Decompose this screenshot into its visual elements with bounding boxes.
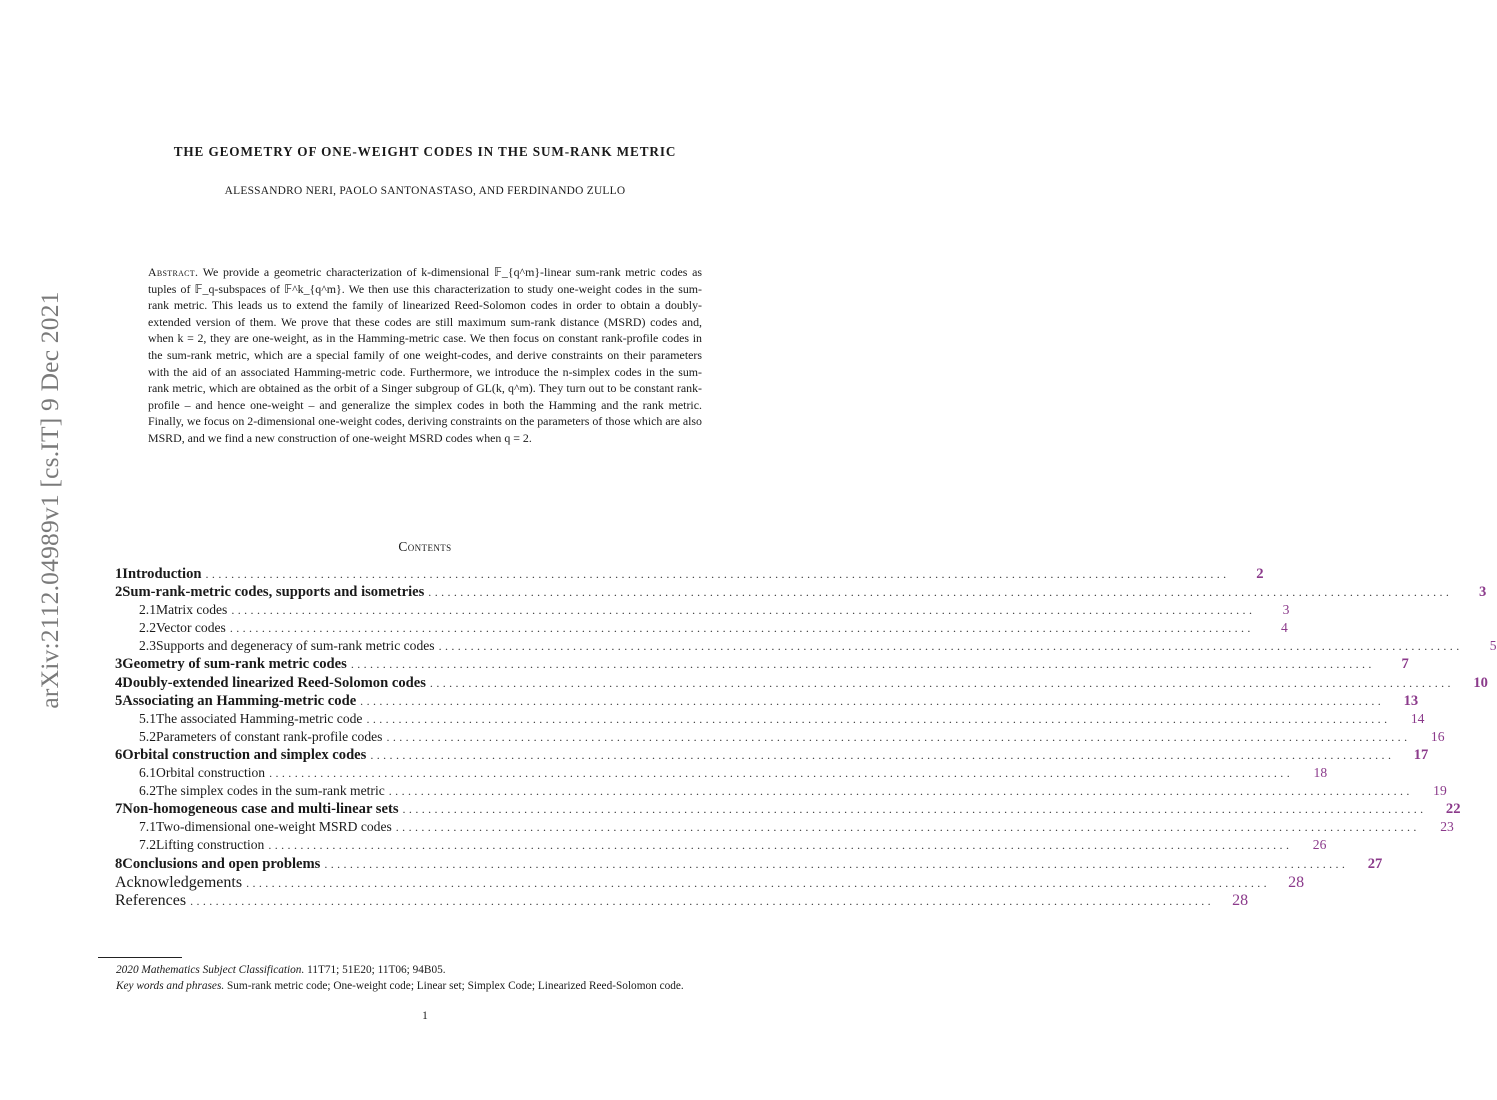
toc-entry-number: 2.1 <box>139 602 156 618</box>
paper-title: THE GEOMETRY OF ONE-WEIGHT CODES IN THE SUM-RANK METRIC <box>173 144 677 159</box>
toc-entry-page-link[interactable]: 7 <box>1401 656 1409 673</box>
toc-entry-page-link[interactable]: 27 <box>1367 855 1383 872</box>
toc-entry[interactable] <box>115 891 1249 910</box>
toc-entry-number: 1 <box>115 566 123 582</box>
toc-entry-number: 3 <box>115 656 123 673</box>
toc-entry-title[interactable]: Introduction <box>122 566 202 582</box>
toc-dot-leader: ................................................................................................................................................................ <box>402 802 1427 817</box>
toc-entry-title[interactable]: Supports and degeneracy of sum-rank metric codes <box>156 638 435 654</box>
msc-footnote <box>98 962 752 978</box>
footnote-rule <box>98 957 182 958</box>
toc-dot-leader: ................................................................................................................................................................ <box>205 567 1230 581</box>
toc-entry-page-link[interactable]: 2 <box>1256 566 1264 582</box>
toc-entry-title[interactable]: Associating an Hamming-metric code <box>122 692 357 709</box>
toc-entry-page-link[interactable]: 14 <box>1410 710 1425 726</box>
toc-entry[interactable] <box>115 837 1327 855</box>
toc-entry[interactable] <box>115 855 1383 874</box>
toc-entry[interactable] <box>115 566 1264 584</box>
toc-entry-title[interactable]: Conclusions and open problems <box>122 855 321 872</box>
toc-entry-page-link[interactable]: 17 <box>1413 746 1429 763</box>
toc-entry-title[interactable]: References <box>115 891 187 909</box>
toc-dot-leader: ................................................................................................................................................................ <box>246 875 1271 890</box>
toc-entry-title[interactable]: Matrix codes <box>156 602 228 618</box>
toc-dot-leader: ................................................................................................................................................................ <box>428 585 1453 600</box>
toc-entry-page-link[interactable]: 3 <box>1479 584 1487 601</box>
toc-entry-title[interactable]: Orbital construction and simplex codes <box>122 746 367 763</box>
footnotes <box>98 962 752 994</box>
toc-entry-title[interactable]: Doubly-extended linearized Reed-Solomon codes <box>122 674 426 691</box>
author-list: ALESSANDRO NERI, PAOLO SANTONASTASO, AND FERDINANDO ZULLO <box>224 185 626 197</box>
keywords-text: Sum-rank metric code; One-weight code; Linear set; Simplex Code; Linearized Reed-Solomon code. <box>227 980 684 992</box>
toc-dot-leader: ................................................................................................................................................................ <box>366 711 1391 726</box>
toc-entry-page-link[interactable]: 4 <box>1281 620 1288 636</box>
contents-heading: Contents <box>398 539 452 554</box>
toc-entry-title[interactable]: Lifting construction <box>156 837 265 853</box>
toc-entry-number: 2.3 <box>139 638 156 654</box>
toc-entry-number: 2.2 <box>139 620 156 636</box>
toc-entry-page-link[interactable]: 28 <box>1288 873 1305 891</box>
toc-entry-page-link[interactable]: 16 <box>1430 728 1445 744</box>
arxiv-identifier: arXiv:2112.04989v1 [cs.IT] 9 Dec 2021 <box>35 291 64 709</box>
toc-entry-title[interactable]: Sum-rank-metric codes, supports and isometries <box>122 584 425 601</box>
keywords-footnote <box>98 978 752 994</box>
toc-entry-title[interactable]: The associated Hamming-metric code <box>156 710 363 726</box>
toc-entry-title[interactable]: Vector codes <box>156 620 226 636</box>
toc-entry[interactable] <box>115 801 1461 819</box>
toc-dot-leader: ................................................................................................................................................................ <box>370 747 1395 762</box>
toc-entry-page-link[interactable]: 26 <box>1312 837 1327 853</box>
toc-entry-number: 6 <box>115 746 123 763</box>
abstract <box>148 264 702 447</box>
toc-dot-leader: ................................................................................................................................................................ <box>190 893 1215 908</box>
toc-entry-page-link[interactable]: 5 <box>1489 638 1497 654</box>
toc-entry-number: 5.1 <box>139 710 156 726</box>
toc-dot-leader: ................................................................................................................................................................ <box>229 621 1254 636</box>
toc-entry-title[interactable]: Geometry of sum-rank metric codes <box>122 656 347 673</box>
toc-entry-number: 7 <box>115 801 123 818</box>
toc-entry-title[interactable]: Orbital construction <box>156 765 266 781</box>
toc-entry[interactable] <box>115 638 1497 656</box>
toc-entry-number: 2 <box>115 584 123 601</box>
toc-entry[interactable] <box>115 873 1305 892</box>
abstract-text: We provide a geometric characterization of k-dimensional 𝔽_{q^m}-linear sum-rank metric codes as tuples of 𝔽_q-subspaces of 𝔽^k_{q^m}. We then use this characterization to study one-weight codes in the sum-rank metric. This leads us to extend the family of linearized Reed-Solomon codes in order to obtain a doubly-extended version of them. We prove that these codes are still maximum sum-rank distance (MSRD) codes and, when k = 2, they are one-weight, as in the Hamming-metric case. We then focus on constant rank-profile codes in the sum-rank metric, which are a special family of one weight-codes, and derive constraints on their parameters with the aid of an associated Hamming-metric code. Furthermore, we introduce the n-simplex codes in the sum-rank metric, which are obtained as the orbit of a Singer subgroup of GL(k, q^m). They turn out to be constant rank-profile – and hence one-weight – and generalize the simplex codes in both the Hamming and the rank metric. Finally, we focus on 2-dimensional one-weight codes, deriving constraints on the parameters of those which are also MSRD, and we find a new construction of one-weight MSRD codes when q = 2. <box>148 265 702 445</box>
toc-entry[interactable] <box>115 728 1445 747</box>
toc-entry-number: 8 <box>115 855 123 872</box>
toc-entry[interactable] <box>115 819 1454 837</box>
table-of-contents <box>115 566 1497 910</box>
toc-entry[interactable] <box>115 710 1425 729</box>
toc-entry-page-link[interactable]: 18 <box>1313 765 1328 781</box>
toc-entry-number: 7.2 <box>139 837 156 853</box>
toc-dot-leader: ................................................................................................................................................................ <box>324 856 1349 871</box>
toc-dot-leader: ................................................................................................................................................................ <box>438 639 1463 654</box>
toc-dot-leader: ................................................................................................................................................................ <box>268 838 1293 853</box>
toc-entry-title[interactable]: Acknowledgements <box>115 873 243 891</box>
abstract-label: Abstract. <box>148 265 199 279</box>
toc-entry[interactable] <box>115 620 1288 638</box>
toc-entry[interactable] <box>115 602 1290 620</box>
toc-dot-leader: ................................................................................................................................................................ <box>429 675 1454 690</box>
msc-label: 2020 Mathematics Subject Classification. <box>116 964 305 976</box>
toc-entry-page-link[interactable]: 10 <box>1473 674 1488 691</box>
toc-entry-page-link[interactable]: 23 <box>1440 819 1454 835</box>
msc-codes: 11T71; 51E20; 11T06; 94B05. <box>307 964 446 976</box>
toc-entry-page-link[interactable]: 13 <box>1403 692 1419 709</box>
toc-dot-leader: ................................................................................................................................................................ <box>231 603 1256 618</box>
toc-entry-page-link[interactable]: 22 <box>1445 801 1461 818</box>
toc-dot-leader: ................................................................................................................................................................ <box>395 820 1420 835</box>
page-number: 1 <box>422 1010 428 1022</box>
toc-dot-leader: ................................................................................................................................................................ <box>269 766 1294 781</box>
toc-entry-page-link[interactable]: 28 <box>1232 891 1249 909</box>
toc-entry[interactable] <box>115 692 1419 711</box>
toc-entry[interactable] <box>115 746 1429 765</box>
toc-entry-number: 5.2 <box>139 728 156 744</box>
keywords-label: Key words and phrases. <box>116 980 225 992</box>
toc-entry-title[interactable]: Two-dimensional one-weight MSRD codes <box>156 819 392 835</box>
toc-entry[interactable] <box>115 765 1328 783</box>
toc-entry-number: 6.2 <box>139 783 156 799</box>
toc-entry[interactable] <box>115 674 1488 693</box>
toc-dot-leader: ................................................................................................................................................................ <box>350 657 1375 672</box>
toc-entry-title[interactable]: Parameters of constant rank-profile codes <box>156 728 383 744</box>
toc-entry[interactable] <box>115 783 1447 801</box>
toc-entry[interactable] <box>115 584 1487 602</box>
toc-entry-number: 4 <box>115 674 123 691</box>
toc-entry-title[interactable]: Non-homogeneous case and multi-linear sets <box>122 801 399 818</box>
toc-entry-number: 5 <box>115 692 123 709</box>
toc-entry-number: 6.1 <box>139 765 156 781</box>
toc-dot-leader: ................................................................................................................................................................ <box>388 784 1413 799</box>
toc-entry[interactable] <box>115 656 1409 674</box>
toc-entry-number: 7.1 <box>139 819 156 835</box>
toc-entry-page-link[interactable]: 19 <box>1433 783 1447 799</box>
toc-entry-title[interactable]: The simplex codes in the sum-rank metric <box>156 783 385 799</box>
toc-entry-page-link[interactable]: 3 <box>1282 602 1290 618</box>
toc-dot-leader: ................................................................................................................................................................ <box>360 693 1385 708</box>
toc-dot-leader: ................................................................................................................................................................ <box>386 729 1411 744</box>
